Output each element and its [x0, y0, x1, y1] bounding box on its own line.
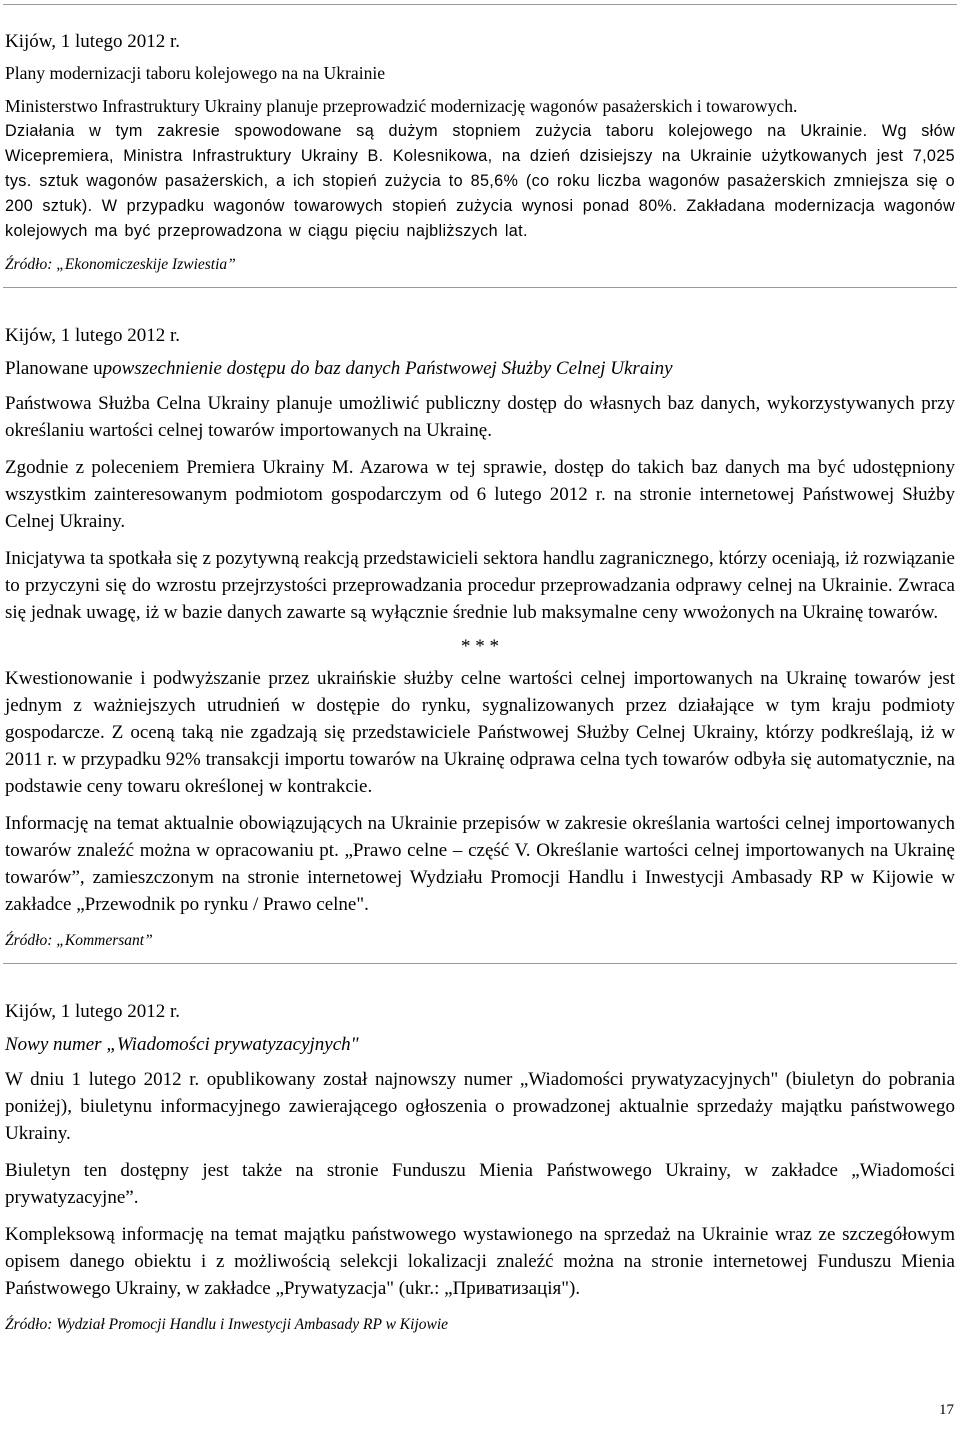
article-paragraph: Zgodnie z poleceniem Premiera Ukrainy M. Azarowa w tej sprawie, dostęp do takich baz danych ma być udostępniony wszystkim zainteresowanym podmiotom gospodarczym od 6 lutego 2012 r. na stronie internetowej Państwowej Służby Celnej Ukrainy.	[5, 457, 955, 532]
article-date: Kijów, 1 lutego 2012 r.	[5, 325, 181, 346]
article-railway-modernization	[5, 28, 955, 288]
article-paragraph: Informację na temat aktualnie obowiązujących na Ukrainie przepisów w zakresie określania wartości celnej importowanych towarów znaleźć można w opracowaniu pt. „Prawo celne – część V. Określanie wartości celnej importowanych na Ukrainę towarów”, zamieszczonym na stronie internetowej Wydziału Promocji Handlu i Inwestycji Ambasady RP w Kijowie w zakładce „Przewodnik po rynku / Prawo celne".	[5, 813, 955, 915]
article-privatization-news	[5, 998, 955, 1337]
article-paragraph: Ministerstwo Infrastruktury Ukrainy planuje przeprowadzić modernizację wagonów pasażerskich i towarowych.	[5, 96, 798, 116]
document-page	[5, 28, 955, 1337]
article-title	[5, 355, 955, 382]
page-number: 17	[939, 1402, 954, 1418]
article-date: Kijów, 1 lutego 2012 r.	[5, 1001, 181, 1022]
section-divider	[3, 287, 957, 288]
article-title-plain: Planowane u	[5, 358, 103, 379]
article-paragraph: Biuletyn ten dostępny jest także na stronie Funduszu Mienia Państwowego Ukrainy, w zakładce „Wiadomości prywatyzacyjne”.	[5, 1160, 955, 1208]
article-paragraph: Kompleksową informację na temat majątku państwowego wystawionego na sprzedaż na Ukrainie wraz ze szczegółowym opisem danego obiektu i z możliwością selekcji lokalizacji znaleźć można na stronie internetowej Funduszu Mienia Państwowego Ukrainy, w zakładce „Prywatyzacja" (ukr.: „Приватизація").	[5, 1224, 955, 1299]
article-source: Źródło: Wydział Promocji Handlu i Inwestycji Ambasady RP w Kijowie	[5, 1316, 449, 1333]
article-source: Źródło: „Kommersant”	[5, 932, 153, 949]
article-paragraph: W dniu 1 lutego 2012 r. opublikowany został najnowszy numer „Wiadomości prywatyzacyjnych" (biuletyn do pobrania poniżej), biuletynu informacyjnego zawierającego ogłoszenia o prowadzonej aktualnie sprzedaży majątku państwowego Ukrainy.	[5, 1069, 955, 1144]
article-paragraph: Kwestionowanie i podwyższanie przez ukraińskie służby celne wartości celnej importowanych na Ukrainę towarów jest jednym z ważniejszych utrudnień w dostępie do rynku, sygnalizowanych przez działające w tym kraju podmioty gospodarcze. Z oceną taką nie zgadzają się przedstawiciele Państwowej Służby Celnej Ukrainy, którzy podkreślają, iż w 2011 r. w przypadku 92% transakcji importu towarów na Ukrainę odprawa celna tych towarów odbyła się automatycznie, na podstawie ceny towaru określonej w kontrakcie.	[5, 668, 955, 797]
section-divider	[3, 963, 957, 964]
article-title: Nowy numer „Wiadomości prywatyzacyjnych"	[5, 1034, 359, 1055]
article-date: Kijów, 1 lutego 2012 r.	[5, 31, 181, 52]
article-paragraph: Inicjatywa ta spotkała się z pozytywną reakcją przedstawicieli sektora handlu zagranicznego, którzy oceniają, iż rozwiązanie to przyczyni się do wzrostu przejrzystości przeprowadzania procedur przeprowadzania odprawy celnej na Ukrainie. Zwraca się jednak uwagę, iż w bazie danych zawarte są wyłącznie średnie lub maksymalne ceny wwożonych na Ukrainę towarów.	[5, 548, 955, 623]
article-title: Plany modernizacji taboru kolejowego na na Ukrainie	[5, 63, 386, 83]
article-source: Źródło: „Ekonomiczeskije Izwiestia”	[5, 256, 236, 273]
article-paragraph: Działania w tym zakresie spowodowane są dużym stopniem zużycia taboru kolejowego na Ukrainie. Wg słów Wicepremiera, Ministra Infrastruktury Ukrainy B. Kolesnikowa, na dzień dzisiejszy na Ukrainie użytkowanych jest 7,025 tys. sztuk wagonów pasażerskich, a ich stopień zużycia to 85,6% (co roku liczba wagonów pasażerskich zmniejsza się o 200 sztuk). W przypadku wagonów towarowych stopień zużycia wynosi ponad 80%. Zakładana modernizacja wagonów kolejowych ma być przeprowadzona w ciągu pięciu najbliższych lat.	[5, 122, 955, 240]
article-title-italic: powszechnienie dostępu do baz danych Państwowej Służby Celnej Ukrainy	[102, 358, 673, 379]
section-separator: * * *	[461, 636, 499, 657]
article-customs-database	[5, 322, 955, 964]
article-paragraph: Państwowa Służba Celna Ukrainy planuje umożliwić publiczny dostęp do własnych baz danych, wykorzystywanych przy określaniu wartości celnej towarów importowanych na Ukrainę.	[5, 393, 955, 441]
top-rule	[3, 4, 957, 5]
